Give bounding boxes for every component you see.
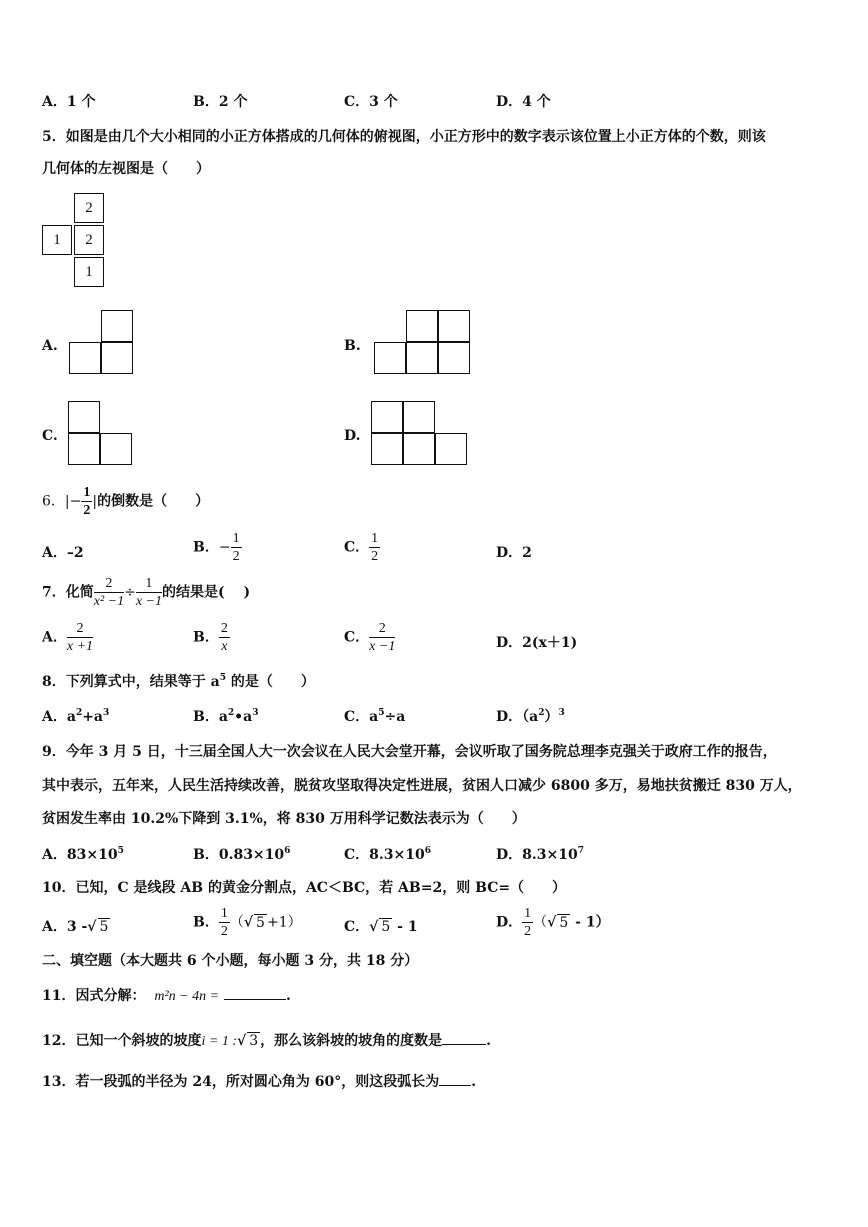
- figure-square: [101, 342, 133, 374]
- denominator: 2: [83, 503, 91, 518]
- exponent: 6: [284, 846, 291, 856]
- q9-stem-line2: 其中表示，五年来，人民生活持续改善，脱贫攻坚取得决定性进展，贫困人口减少 6800 多万，易地扶贫搬迁 830 万人，: [42, 778, 802, 794]
- fraction: [522, 905, 533, 940]
- q9-stem-line1: 9．今年 3 月 5 日，十三届全国人大一次会议在人民大会堂开幕，会议听取了国务院总理李克强关于政府工作的报告，: [42, 744, 777, 760]
- period: .: [486, 1033, 491, 1049]
- q8-stem-text: 8．下列算式中，结果等于 a: [42, 674, 220, 690]
- q10-option-b: B． $\frac{1}{2}$ （√ 5 +1）: [193, 906, 302, 939]
- numerator: 2: [67, 620, 93, 638]
- q6-stem-text: 的倒数是（ ）: [97, 493, 210, 510]
- exponent: 3: [558, 708, 565, 718]
- fraction: [369, 620, 395, 655]
- option-text: D．8.3×10: [496, 847, 578, 863]
- radicand: 5: [256, 914, 265, 931]
- denominator: x −1: [369, 639, 396, 654]
- q6-option-c: [344, 530, 380, 565]
- option-text: A．a: [42, 709, 76, 725]
- period: .: [471, 1074, 477, 1090]
- option-text: •a: [234, 709, 253, 725]
- q7-option-d: D．2(x＋1): [496, 635, 578, 651]
- fraction: [81, 484, 92, 519]
- q9-option-c: [344, 844, 431, 864]
- q6-option-b: [193, 530, 242, 565]
- figure-square: [100, 433, 132, 465]
- figure-square: [371, 401, 403, 433]
- denominator: x² −1: [93, 594, 125, 609]
- figure-square: [406, 342, 438, 374]
- figure-square: [435, 433, 467, 465]
- paren: （: [533, 914, 548, 931]
- option-text: ）: [544, 709, 559, 725]
- option-text: B．a: [193, 709, 228, 725]
- section-heading: 二、填空题（本大题共 6 个小题，每小题 3 分，共 18 分）: [42, 953, 419, 969]
- minus-sign: −: [218, 539, 231, 556]
- q5-option-b-label: B.: [344, 338, 361, 354]
- grid-cell: 1: [42, 225, 72, 255]
- option-label: C．: [344, 629, 370, 646]
- radicand: 5: [381, 919, 391, 935]
- option-text: +1）: [266, 914, 302, 931]
- grid-cell: 2: [74, 225, 104, 255]
- q6-option-a: A．–2: [42, 545, 84, 561]
- exponent: 5: [219, 673, 226, 683]
- exponent: 2: [227, 708, 235, 718]
- fraction: [94, 575, 124, 610]
- grid-cell: 2: [74, 193, 104, 223]
- q7-stem-text: 的结果是( ): [162, 584, 251, 601]
- q4-option-b: B．2 个: [193, 94, 248, 110]
- fraction: [67, 620, 93, 655]
- option-text: - 1: [392, 919, 418, 935]
- q6-option-d: D．2: [496, 545, 532, 561]
- q7-option-a: [42, 620, 93, 655]
- denominator: 2: [232, 549, 240, 564]
- q13-stem-text: 13．若一段弧的半径为 24，所对圆心角为 60°，则这段弧长为: [42, 1074, 440, 1090]
- numerator: 1: [220, 906, 228, 921]
- divide-sign: ÷: [124, 584, 136, 601]
- q8-stem-rest: 的是（ ）: [225, 674, 315, 690]
- figure-square: [69, 342, 101, 374]
- option-label: B．: [193, 914, 219, 931]
- option-text: C．8.3×10: [344, 847, 425, 863]
- figure-square: [371, 433, 403, 465]
- numerator: 1: [232, 531, 240, 546]
- exponent: 2: [75, 708, 83, 718]
- q8-stem: [42, 671, 315, 691]
- numerator: 1: [371, 531, 379, 546]
- figure-square: [438, 310, 470, 342]
- denominator: 2: [220, 924, 228, 939]
- radicand: 3: [249, 1033, 259, 1049]
- q5-stem-line2: 几何体的左视图是（ ）: [42, 161, 210, 177]
- option-label: B．: [193, 629, 219, 646]
- q9-option-b: [193, 844, 290, 864]
- q12-stem: 12．已知一个斜坡的坡度i = 1 :√ 3 ，那么该斜坡的坡角的度数是 .: [42, 1030, 491, 1050]
- numerator: 2: [94, 575, 124, 593]
- q11-stem: [42, 985, 291, 1005]
- exponent: 5: [378, 708, 385, 718]
- option-label: A．: [42, 629, 67, 646]
- exponent: 7: [577, 846, 584, 856]
- option-text: C．a: [344, 709, 379, 725]
- answer-blank[interactable]: [442, 1030, 486, 1045]
- denominator: 2: [371, 549, 379, 564]
- q10-stem: 10．已知，C 是线段 AB 的黄金分割点，AC＜BC，若 AB=2，则 BC=（ ）: [42, 880, 567, 896]
- q12-lead: 12．已知一个斜坡的坡度: [42, 1033, 202, 1049]
- option-text: B．0.83×10: [193, 847, 285, 863]
- option-text: A．83×10: [42, 847, 118, 863]
- q6-number: 6．: [42, 493, 65, 510]
- numerator: 1: [524, 906, 532, 921]
- q7-stem: [42, 575, 250, 610]
- denominator: 2: [524, 924, 532, 939]
- fraction: [369, 530, 380, 565]
- answer-blank[interactable]: [224, 985, 286, 1000]
- q5-option-c-label: C.: [42, 428, 58, 444]
- q11-lead: 11．因式分解：: [42, 988, 146, 1004]
- q4-option-d: D．4 个: [496, 94, 551, 110]
- radicand: 5: [99, 919, 109, 935]
- denominator: x +1: [66, 639, 94, 654]
- q4-option-a: A．1 个: [42, 94, 96, 110]
- figure-square: [406, 310, 438, 342]
- numerator: 2: [369, 620, 395, 638]
- option-text: +a: [82, 709, 104, 725]
- q8-option-d: [496, 706, 565, 726]
- abs-right: |: [92, 493, 98, 510]
- option-text: ÷a: [384, 709, 406, 725]
- figure-square: [438, 342, 470, 374]
- option-label: C．: [344, 539, 370, 556]
- option-label: C．: [344, 919, 370, 935]
- q8-option-a: [42, 706, 109, 726]
- q7-lead: 7．化简: [42, 584, 94, 601]
- q4-option-c: C．3 个: [344, 94, 398, 110]
- option-text: D．（a: [496, 709, 539, 725]
- numerator: 2: [220, 621, 228, 636]
- denominator: x −1: [135, 594, 163, 609]
- exponent: 2: [538, 708, 545, 718]
- q7-option-c: [344, 620, 395, 655]
- abs-left: |−: [64, 493, 82, 510]
- exponent: 3: [252, 708, 259, 718]
- q9-option-a: [42, 844, 124, 864]
- paren: （: [229, 914, 244, 931]
- option-label: D．: [496, 914, 523, 931]
- q7-option-b: [193, 620, 230, 655]
- q10-option-c: C．√ 5 - 1: [344, 919, 418, 935]
- q10-option-d: D． $\frac{1}{2}$ （√ 5 - 1）: [496, 906, 610, 939]
- fraction: [219, 620, 230, 655]
- q5-option-a-label: A.: [42, 338, 58, 354]
- fraction: [231, 530, 242, 565]
- q5-stem-line1: 5．如图是由几个大小相同的小正方体搭成的几何体的俯视图，小正方形中的数字表示该位置上小正方体的个数，则该: [42, 129, 766, 145]
- option-label: A．3 -: [42, 919, 88, 935]
- grid-cell: 1: [74, 257, 104, 287]
- q9-option-d: [496, 844, 584, 864]
- exponent: 5: [117, 846, 124, 856]
- q8-option-b: [193, 706, 258, 726]
- numerator: 1: [83, 485, 91, 500]
- numerator: 1: [136, 575, 162, 593]
- exponent: 3: [103, 708, 110, 718]
- fraction: [219, 905, 230, 940]
- q5-option-d-label: D.: [344, 428, 361, 444]
- denominator: x: [221, 639, 228, 654]
- figure-square: [68, 401, 100, 433]
- q10-option-a: A．3 -√ 5: [42, 919, 109, 935]
- q12-stem-text: ，那么该斜坡的坡角的度数是: [260, 1033, 443, 1049]
- answer-blank[interactable]: [439, 1071, 471, 1086]
- period: .: [285, 988, 291, 1004]
- fraction: [136, 575, 162, 610]
- math-expression: i = 1 :: [201, 1034, 237, 1049]
- q8-option-c: [344, 706, 405, 726]
- figure-square: [403, 401, 435, 433]
- exponent: 6: [424, 846, 431, 856]
- q9-stem-line3: 贫困发生率由 10.2%下降到 3.1%，将 830 万用科学记数法表示为（ ）: [42, 811, 526, 827]
- figure-square: [374, 342, 406, 374]
- q6-stem: [42, 484, 209, 519]
- figure-square: [68, 433, 100, 465]
- figure-square: [403, 433, 435, 465]
- math-expression: m²n − 4n =: [154, 989, 220, 1004]
- figure-square: [101, 310, 133, 342]
- radicand: 5: [559, 914, 569, 931]
- q13-stem: [42, 1071, 476, 1091]
- option-text: - 1）: [570, 914, 610, 931]
- option-label: B．: [193, 539, 219, 556]
